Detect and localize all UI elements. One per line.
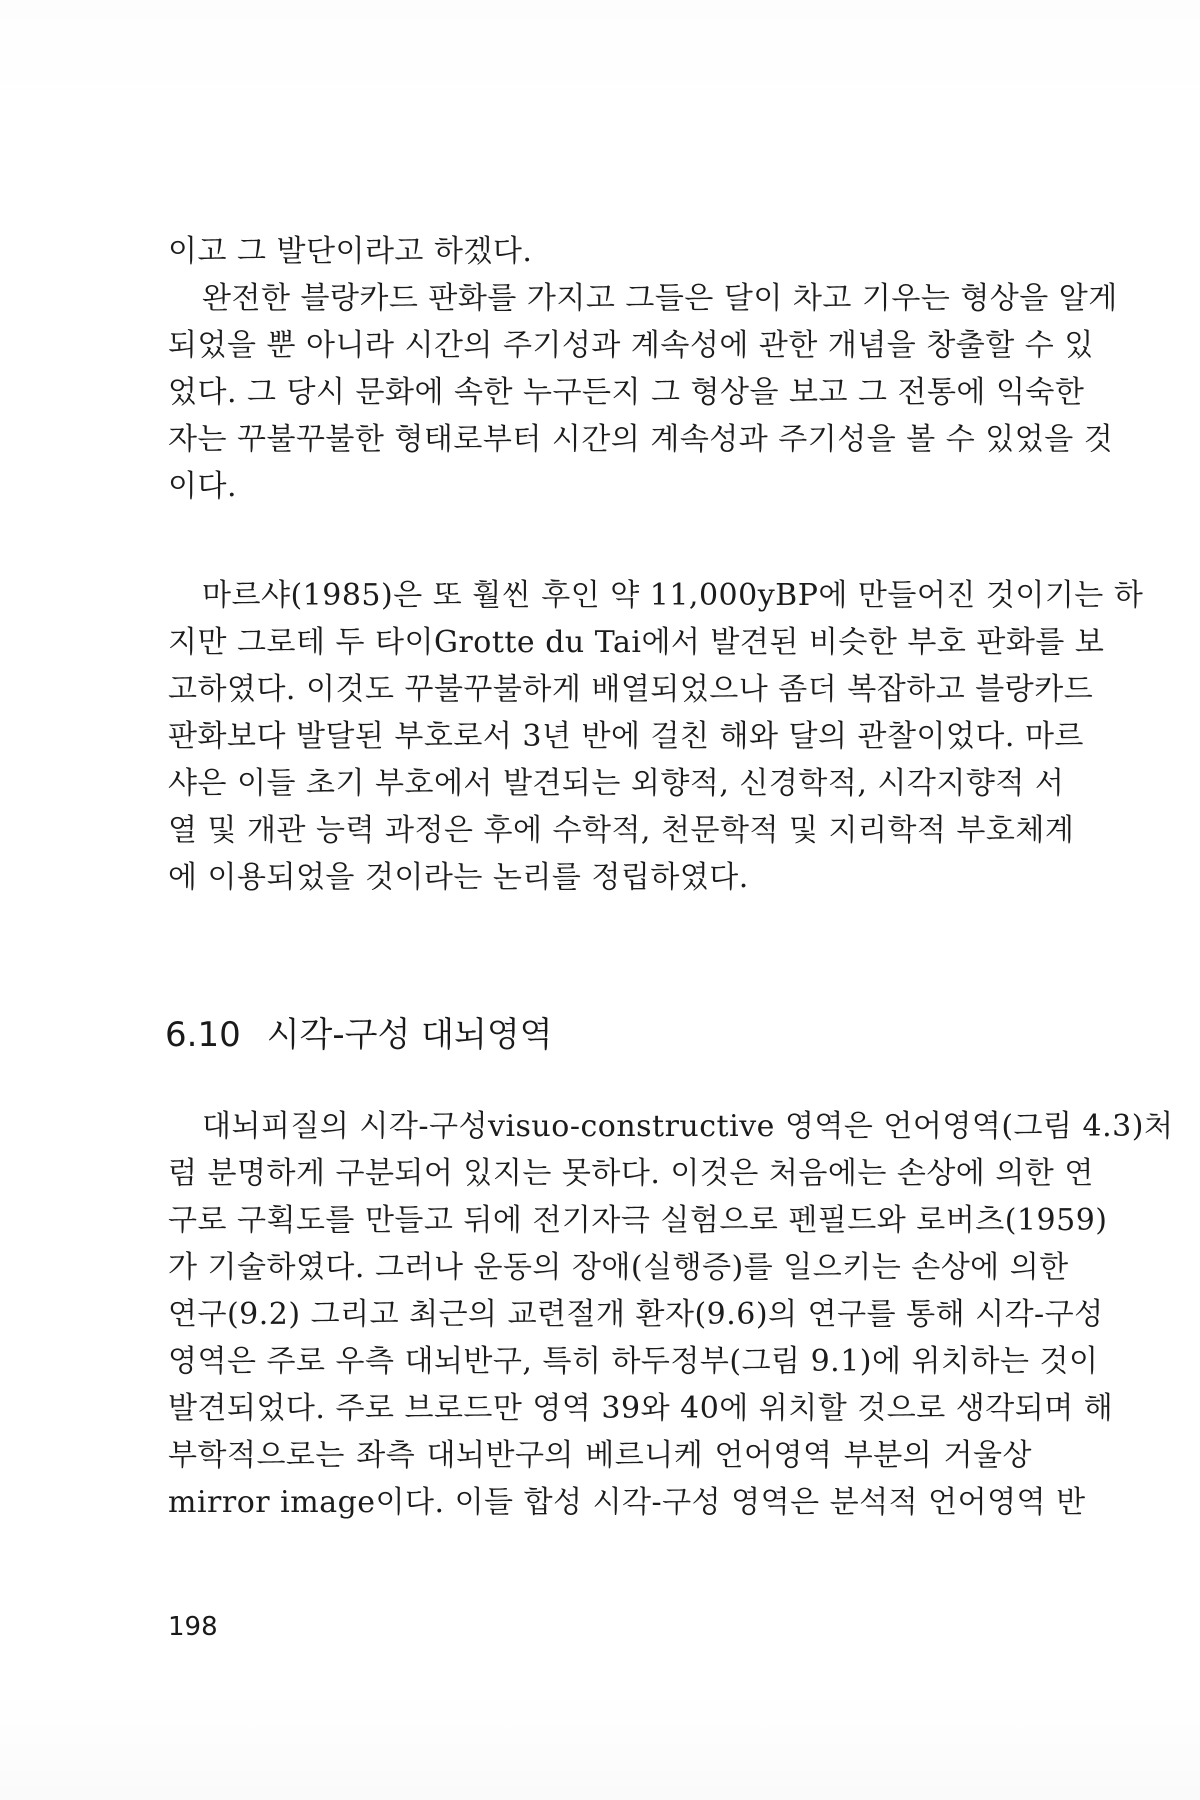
text-line: 부학적으로는 좌측 대뇌반구의 베르니케 언어영역 부분의 거울상 [168, 1438, 1032, 1473]
text-line: 자는 꾸불꾸불한 형태로부터 시간의 계속성과 주기성을 볼 수 있었을 것 [168, 422, 1114, 457]
text-line: mirror image이다. 이들 합성 시각-구성 영역은 분석적 언어영역 반 [168, 1485, 1086, 1520]
text-line: 마르샤(1985)은 또 훨씬 후인 약 11,000yBP에 만들어진 것이기는 하 [202, 578, 1144, 613]
text-line: 이다. [168, 469, 237, 504]
section-number: 6.10 [165, 1015, 241, 1055]
text-line: 대뇌피질의 시각-구성visuo-constructive 영역은 언어영역(그림 4.3)처 [202, 1109, 1174, 1144]
text-line: 에 이용되었을 것이라는 논리를 정립하였다. [168, 860, 749, 895]
text-line: 가 기술하였다. 그러나 운동의 장애(실행증)를 일으키는 손상에 의한 [168, 1250, 1069, 1285]
text-line: 연구(9.2) 그리고 최근의 교련절개 환자(9.6)의 연구를 통해 시각-구성 [168, 1297, 1104, 1332]
text-line: 발견되었다. 주로 브로드만 영역 39와 40에 위치할 것으로 생각되며 해 [168, 1391, 1114, 1426]
text-line: 고하였다. 이것도 꾸불꾸불하게 배열되었으나 좀더 복잡하고 블랑카드 [168, 672, 1094, 707]
text-line: 었다. 그 당시 문화에 속한 누구든지 그 형상을 보고 그 전통에 익숙한 [168, 375, 1085, 410]
text-line: 구로 구획도를 만들고 뒤에 전기자극 실험으로 펜필드와 로버츠(1959) [168, 1203, 1108, 1238]
text-line: 완전한 블랑카드 판화를 가지고 그들은 달이 차고 기우는 형상을 알게 [202, 281, 1118, 316]
section-heading [165, 1013, 553, 1057]
text-line: 되었을 뿐 아니라 시간의 주기성과 계속성에 관한 개념을 창출할 수 있 [168, 328, 1094, 363]
text-line: 열 및 개관 능력 과정은 후에 수학적, 천문학적 및 지리학적 부호체계 [168, 813, 1075, 848]
text-line: 판화보다 발달된 부호로서 3년 반에 걸친 해와 달의 관찰이었다. 마르 [168, 719, 1084, 754]
text-line: 지만 그로테 두 타이Grotte du Tai에서 발견된 비슷한 부호 판화를 보 [168, 625, 1105, 660]
text-line: 영역은 주로 우측 대뇌반구, 특히 하두정부(그림 9.1)에 위치하는 것이 [168, 1344, 1099, 1379]
text-line: 럼 분명하게 구분되어 있지는 못하다. 이것은 처음에는 손상에 의한 연 [168, 1156, 1094, 1191]
section-title: 시각-구성 대뇌영역 [266, 1015, 553, 1055]
text-line: 샤은 이들 초기 부호에서 발견되는 외향적, 신경학적, 시각지향적 서 [168, 766, 1065, 801]
page-number: 198 [168, 1612, 218, 1642]
text-line: 이고 그 발단이라고 하겠다. [168, 234, 533, 269]
